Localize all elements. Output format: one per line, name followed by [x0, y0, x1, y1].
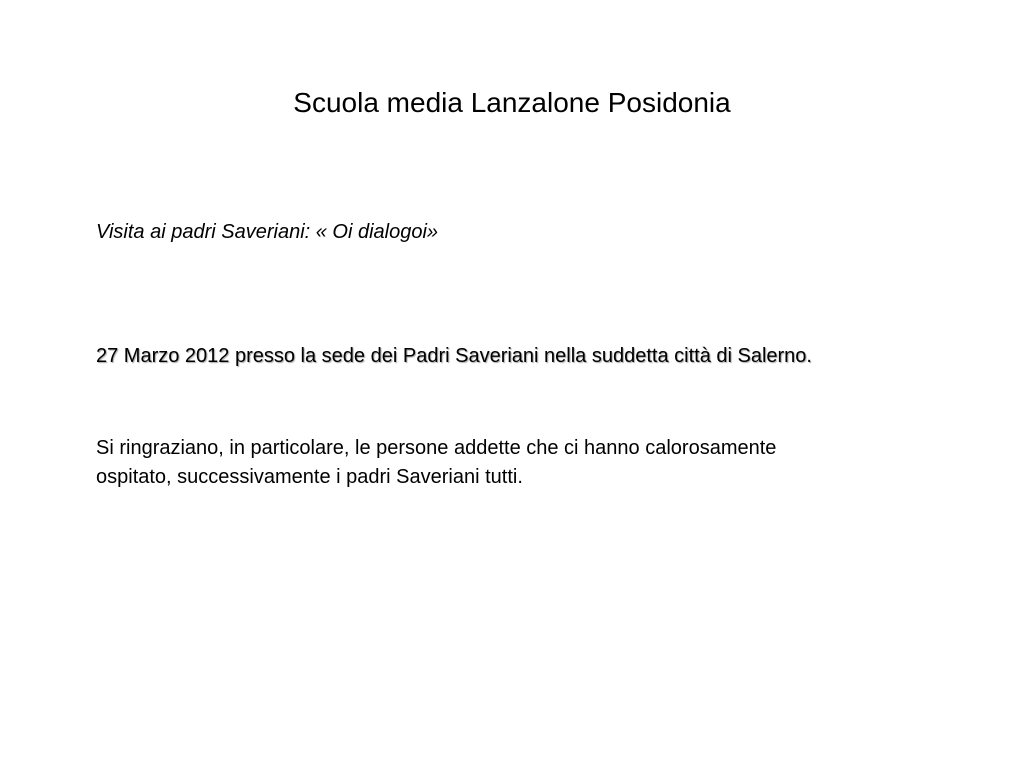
thanks-paragraph	[96, 434, 916, 492]
slide-title: Scuola media Lanzalone Posidonia	[293, 87, 731, 118]
thanks-line: ospitato, successivamente i padri Saveriani tutti.	[96, 466, 523, 488]
visit-date-line: 27 Marzo 2012 presso la sede dei Padri Saveriani nella suddetta città di Salerno.	[96, 345, 812, 367]
visit-subtitle: Visita ai padri Saveriani: « Oi dialogoi»	[96, 221, 439, 243]
thanks-line: Si ringraziano, in particolare, le persone addette che ci hanno calorosamente	[96, 437, 777, 459]
